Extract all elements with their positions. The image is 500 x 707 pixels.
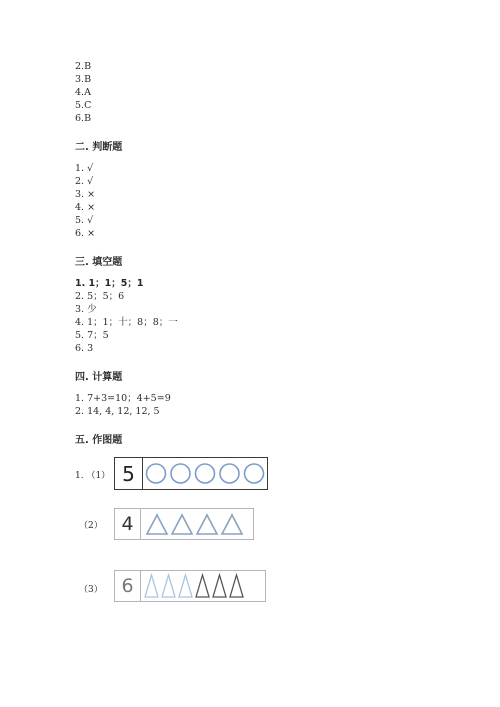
drawing-label: 1. （1） — [75, 471, 111, 481]
answer-line: 5. 7；5 — [75, 330, 109, 341]
section-title: 三. 填空题 — [75, 257, 123, 268]
answer-line: 5. √ — [75, 215, 94, 226]
triangle-shape — [172, 515, 192, 534]
circle-shape — [196, 464, 215, 483]
answer-line: 3. × — [75, 189, 96, 200]
triangles-drawing — [141, 571, 265, 601]
answer-line: 1. √ — [75, 163, 94, 174]
drawing-label: （3） — [79, 585, 103, 595]
drawing-number: 6 — [115, 571, 141, 601]
answer-line: 6.B — [75, 113, 92, 124]
answer-line: 6. × — [75, 228, 96, 239]
triangle-shape — [147, 515, 167, 534]
circle-shape — [171, 464, 190, 483]
dark-triangle-shape — [196, 575, 209, 597]
circle-shape — [245, 464, 264, 483]
triangle-shape — [197, 515, 217, 534]
triangle-shape — [222, 515, 242, 534]
drawing-box-1 — [114, 457, 268, 490]
answer-line: 3.B — [75, 74, 92, 85]
light-triangle-shape — [145, 575, 158, 597]
drawing-number: 5 — [115, 458, 143, 489]
answer-line: 2. 5；5；6 — [75, 291, 125, 302]
answer-line: 3. 少 — [75, 304, 97, 315]
drawing-box-2 — [114, 508, 254, 540]
dark-triangle-shape — [230, 575, 243, 597]
dark-triangle-shape — [213, 575, 226, 597]
answer-line: 5.C — [75, 100, 92, 111]
light-triangle-shape — [162, 575, 175, 597]
section-title: 五. 作图题 — [75, 435, 123, 446]
answer-line: 6. 3 — [75, 343, 94, 354]
answer-line: 2.B — [75, 61, 92, 72]
triangles-drawing — [141, 509, 253, 539]
drawing-number: 4 — [115, 509, 141, 539]
drawing-label: （2） — [79, 521, 103, 531]
circle-shape — [220, 464, 239, 483]
answer-line: 1. 7+3=10；4+5=9 — [75, 393, 171, 404]
light-triangle-shape — [179, 575, 192, 597]
section-title: 二. 判断题 — [75, 142, 123, 153]
circles-drawing — [143, 458, 269, 489]
answer-line: 4. × — [75, 202, 96, 213]
answer-line: 4. 1；1；十；8；8；一 — [75, 317, 178, 328]
answer-line: 2. √ — [75, 176, 94, 187]
drawing-box-3 — [114, 570, 266, 602]
answer-line: 4.A — [75, 87, 91, 98]
answer-line: 2. 14, 4, 12, 12, 5 — [75, 406, 160, 417]
circle-shape — [147, 464, 166, 483]
section-title: 四. 计算题 — [75, 372, 123, 383]
answer-line: 1. 1；1；5；1 — [75, 278, 144, 289]
